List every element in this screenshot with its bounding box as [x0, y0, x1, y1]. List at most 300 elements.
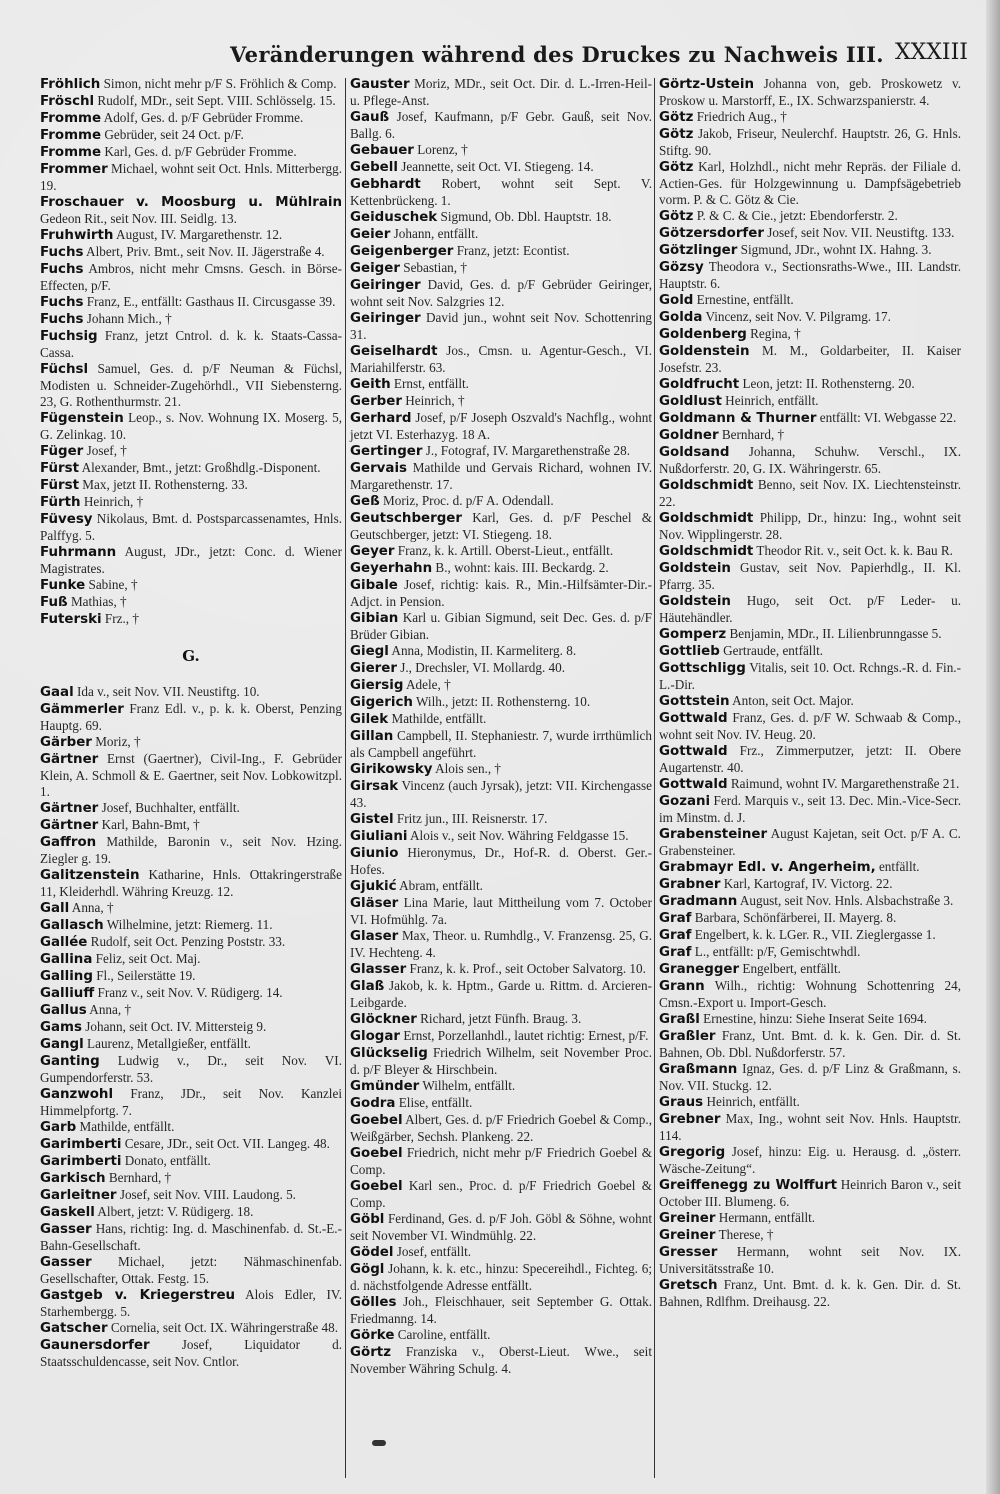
directory-entry — [350, 610, 652, 643]
entry-details: Wilhelm, entfällt. — [422, 1078, 516, 1093]
entry-surname: Gallus — [40, 1003, 87, 1018]
entry-details: Max, Theor. u. Rumhdlg., V. Franzensg. 25, G. IV. Hechteng. 4. — [350, 928, 653, 960]
entry-details: Lina Marie, laut Mittheilung vom 7. October VI. Hofmühlg. 7a. — [350, 895, 653, 927]
directory-entry — [350, 176, 652, 209]
entry-details: Ferdinand, Ges. d. p/F Joh. Göbl & Söhne, wohnt seit November VI. Windmühlg. 22. — [350, 1211, 653, 1243]
entry-details: Samuel, Ges. d. p/F Neuman & Füchsl, Modisten u. Schneider-Zugehörhdl., VII Siebensterng. 23, G. Rothenthurmstr. 21. — [40, 361, 343, 409]
entry-details: Fl., Seilerstätte 19. — [96, 968, 196, 983]
entry-surname: Gasser — [40, 1222, 92, 1237]
directory-entry — [40, 1204, 342, 1221]
directory-entry — [350, 828, 652, 845]
entry-details: Rudolf, seit Oct. Penzing Poststr. 33. — [90, 934, 286, 949]
directory-entry — [350, 761, 652, 778]
entry-surname: Gaunersdorfer — [40, 1338, 150, 1353]
entry-details: Jos., Cmsn. u. Agentur-Gesch., VI. Mariahilferstr. 63. — [350, 343, 652, 375]
entry-details: Josef, hinzu: Eig. u. Herausg. d. „österr. Wäsche-Zeitung“. — [659, 1144, 961, 1176]
entry-surname: Garb — [40, 1120, 77, 1135]
entry-details: August, JDr., jetzt: Conc. d. Wiener Magistrates. — [40, 544, 342, 576]
entry-details: Albert, jetzt: V. Rüdigerg. 18. — [97, 1204, 254, 1219]
entry-details: Theodor Rit. v., seit Oct. k. k. Bau R. — [756, 543, 953, 558]
directory-entry — [350, 393, 652, 410]
entry-surname: Galitzenstein — [40, 868, 140, 883]
directory-entry — [659, 978, 961, 1011]
directory-entry — [350, 1028, 652, 1045]
entry-surname: Giuliani — [350, 829, 408, 844]
entry-details: Elise, entfällt. — [398, 1095, 473, 1110]
entry-surname: Götz — [659, 127, 694, 142]
directory-entry — [659, 1177, 961, 1210]
directory-entry — [350, 1078, 652, 1095]
entry-surname: Geith — [350, 377, 391, 392]
entry-details: Caroline, entfällt. — [397, 1327, 491, 1342]
entry-surname: Froschauer v. Moosburg u. Mühlrain — [40, 195, 342, 210]
entry-details: Sigmund, Ob. Dbl. Hauptstr. 18. — [440, 209, 612, 224]
entry-surname: Frommer — [40, 162, 108, 177]
entry-surname: Fürth — [40, 495, 81, 510]
entry-details: Ferd. Marquis v., seit 13. Dec. Min.-Vice-Secr. im Minstm. d. J. — [659, 793, 961, 825]
entry-details: Benjamin, MDr., II. Lilienbrunngasse 5. — [729, 626, 942, 641]
entry-details: Lorenz, † — [417, 142, 468, 157]
entry-surname: Gasser — [40, 1255, 92, 1270]
entry-details: Ambros, nicht mehr Cmsns. Gesch. in Börse-Effecten, p/F. — [40, 261, 342, 293]
entry-surname: Graf — [659, 928, 692, 943]
entry-surname: Götzlinger — [659, 243, 738, 258]
directory-entry — [659, 1028, 961, 1061]
directory-entry — [40, 144, 342, 161]
entry-surname: Granegger — [659, 962, 740, 977]
entry-details: Karl, Bahn-Bmt, † — [101, 817, 200, 832]
entry-surname: Gottschligg — [659, 661, 746, 676]
entry-details: Anna, † — [89, 1002, 132, 1017]
directory-entry — [659, 292, 961, 309]
entry-surname: Gregorig — [659, 1145, 726, 1160]
entry-details: Friedrich Wilhelm, seit November Proc. d. p/F Bleyer & Hirschbein. — [350, 1045, 652, 1077]
entry-details: Frz., Zimmerputzer, jetzt: II. Obere Augartenstr. 40. — [659, 743, 961, 775]
entry-details: Josef, seit Nov. VII. Neustiftg. 133. — [767, 225, 955, 240]
entry-details: August, IV. Margarethenstr. 12. — [116, 227, 283, 242]
directory-entry — [659, 309, 961, 326]
entry-details: Heinrich, entfällt. — [706, 1094, 800, 1109]
entry-details: Jeannette, seit Oct. VI. Stiegeng. 14. — [401, 159, 594, 174]
entry-details: Engelbert, entfällt. — [742, 961, 841, 976]
directory-entry — [350, 728, 652, 761]
column-2 — [350, 76, 652, 1377]
directory-entry — [40, 261, 342, 294]
entry-surname: Futerski — [40, 612, 102, 627]
directory-entry — [659, 876, 961, 893]
entry-details: Franziska v., Oberst-Lieut. Wwe., seit November Währing Schulg. 4. — [350, 1344, 652, 1376]
entry-surname: Geiger — [350, 261, 400, 276]
entry-surname: Grabmayr Edl. v. Angerheim, — [659, 860, 876, 875]
directory-entry — [659, 1227, 961, 1244]
entry-details: Wilhelmine, jetzt: Riemerg. 11. — [106, 917, 273, 932]
entry-details: Franz v., seit Nov. V. Rüdigerg. 14. — [97, 985, 283, 1000]
directory-entry — [40, 900, 342, 917]
entry-details: Adolf, Ges. d. p/F Gebrüder Fromme. — [103, 110, 304, 125]
directory-entry — [350, 226, 652, 243]
directory-entry — [40, 127, 342, 144]
entry-surname: Geiringer — [350, 278, 421, 293]
entry-details: Mathias, † — [70, 594, 127, 609]
directory-entry — [350, 1112, 652, 1145]
entry-details: Rudolf, MDr., seit Sept. VIII. Schlösselg. 15. — [97, 93, 336, 108]
directory-entry — [40, 968, 342, 985]
entry-details: Ida v., seit Nov. VII. Neustiftg. 10. — [76, 684, 260, 699]
entry-surname: Fromme — [40, 145, 102, 160]
entry-details: Laurenz, Metallgießer, entfällt. — [87, 1036, 251, 1051]
directory-entry — [40, 1119, 342, 1136]
entry-surname: Gauß — [350, 110, 390, 125]
directory-entry — [659, 826, 961, 859]
directory-entry — [659, 126, 961, 159]
entry-details: Bernhard, † — [721, 427, 785, 442]
entry-details: Josef, richtig: kais. R., Min.-Hilfsämter-Dir.-Adjct. in Pension. — [350, 577, 653, 609]
directory-entry — [350, 376, 652, 393]
directory-entry — [350, 1178, 652, 1211]
directory-entry — [40, 594, 342, 611]
directory-entry — [40, 1086, 342, 1119]
directory-entry — [40, 577, 342, 594]
directory-entry — [40, 328, 342, 361]
entry-details: Gebrüder, seit 24 Oct. p/F. — [104, 127, 244, 142]
directory-entry — [350, 510, 652, 543]
entry-surname: Gangl — [40, 1037, 84, 1052]
directory-entry — [659, 743, 961, 776]
entry-details: Hans, richtig: Ing. d. Maschinenfab. d. St.-E.-Bahn-Gesellschaft. — [40, 1221, 342, 1253]
directory-entry — [659, 793, 961, 826]
entry-details: Friedrich, nicht mehr p/F Friedrich Goebel & Comp. — [350, 1145, 653, 1177]
directory-entry — [40, 511, 342, 544]
entry-details: Raimund, wohnt IV. Margarethenstraße 21. — [730, 776, 960, 791]
directory-entry — [40, 477, 342, 494]
entry-details: Leop., s. Nov. Wohnung IX. Moserg. 5, G. Zelinkag. 10. — [40, 410, 343, 442]
entry-surname: Gallée — [40, 935, 88, 950]
directory-entry — [40, 611, 342, 628]
entry-details: Josef, Kaufmann, p/F Gebr. Gauß, seit Nov. Ballg. 6. — [350, 109, 652, 141]
directory-entry — [350, 310, 652, 343]
entry-surname: Gottwald — [659, 711, 728, 726]
entry-surname: Gold — [659, 293, 694, 308]
entry-details: Alois v., seit Nov. Währing Feldgasse 15. — [410, 828, 629, 843]
entry-surname: Gigerich — [350, 695, 413, 710]
entry-details: Mathilde, Baronin v., seit Nov. Hzing. Ziegler g. 19. — [40, 834, 343, 866]
entry-details: Johanna, Schuhw. Verschl., IX. Nußdorferstr. 20, G. IX. Währingerstr. 65. — [659, 444, 961, 476]
entry-surname: Fuß — [40, 595, 68, 610]
entry-surname: Gottlieb — [659, 644, 720, 659]
entry-details: Karl, Kartograf, IV. Victorg. 22. — [723, 876, 893, 891]
directory-entry — [659, 410, 961, 427]
directory-entry — [40, 684, 342, 701]
entry-details: David jun., wohnt seit Nov. Schottenring 31. — [350, 310, 653, 342]
directory-entry — [659, 1144, 961, 1177]
entry-surname: Görtz-Ustein — [659, 77, 754, 92]
directory-entry — [40, 76, 342, 93]
entry-details: Therese, † — [718, 1227, 774, 1242]
entry-details: Theodora v., Sectionsraths-Wwe., III. Landstr. Hauptstr. 6. — [659, 259, 961, 291]
entry-surname: Garimberti — [40, 1137, 122, 1152]
entry-surname: Girikowsky — [350, 762, 433, 777]
entry-details: Ernst, entfällt. — [393, 376, 469, 391]
entry-surname: Funke — [40, 578, 86, 593]
printer-mark — [372, 1440, 386, 1446]
directory-entry — [40, 93, 342, 110]
directory-entry — [40, 1136, 342, 1153]
entry-surname: Geß — [350, 494, 380, 509]
entry-surname: Goldschmidt — [659, 478, 754, 493]
entry-details: Ernst (Gaertner), Civil-Ing., F. Gebrüder Klein, A. Schmoll & E. Gaertner, seit Nov. Lobkowitzpl. 1. — [40, 751, 343, 799]
entry-details: Max, Ing., wohnt seit Nov. Hnls. Hauptstr. 114. — [659, 1111, 961, 1143]
entry-surname: Greiner — [659, 1211, 716, 1226]
directory-entry — [40, 294, 342, 311]
entry-surname: Galliuff — [40, 986, 95, 1001]
directory-entry — [40, 544, 342, 577]
entry-details: Heinrich Baron v., seit October III. Blumeng. 6. — [659, 1177, 961, 1209]
entry-surname: Gebauer — [350, 143, 414, 158]
entry-surname: Godra — [350, 1096, 396, 1111]
entry-details: Josef, p/F Joseph Oszvald's Nachflg., wohnt jetzt VI. Esterhazyg. 18 A. — [350, 410, 652, 442]
directory-entry — [350, 142, 652, 159]
entry-surname: Götz — [659, 110, 694, 125]
directory-entry — [659, 159, 961, 208]
entry-details: Leon, jetzt: II. Rothensterng. 20. — [742, 376, 915, 391]
directory-entry — [659, 343, 961, 376]
directory-entry — [40, 751, 342, 800]
entry-surname: Göbl — [350, 1212, 385, 1227]
entry-details: Donato, entfällt. — [124, 1153, 211, 1168]
entry-surname: Gistel — [350, 812, 394, 827]
directory-entry — [40, 227, 342, 244]
entry-details: Karl sen., Proc. d. p/F Friedrich Goebel & Comp. — [350, 1178, 652, 1210]
entry-surname: Gibian — [350, 611, 399, 626]
entry-details: Sebastian, † — [403, 260, 467, 275]
entry-surname: Gervais — [350, 461, 408, 476]
directory-entry — [659, 626, 961, 643]
entry-surname: Gärber — [40, 735, 92, 750]
directory-entry — [350, 961, 652, 978]
entry-details: Mathilde und Gervais Richard, wohnen IV. Margarethenstr. 17. — [350, 460, 652, 492]
entry-details: Vincenz, seit Nov. V. Pilgramg. 17. — [705, 309, 891, 324]
entry-details: Engelbert, k. k. LGer. R., VII. Zieglergasse 1. — [694, 927, 936, 942]
directory-entry — [659, 643, 961, 660]
entry-surname: Goldstein — [659, 561, 731, 576]
entry-surname: Gärtner — [40, 801, 99, 816]
directory-entry — [659, 593, 961, 626]
entry-surname: Gauster — [350, 77, 410, 92]
entry-surname: Götz — [659, 160, 694, 175]
entry-surname: Gallina — [40, 952, 93, 967]
column-3 — [659, 76, 961, 1310]
directory-entry — [659, 1277, 961, 1310]
entry-details: Karl u. Gibian Sigmund, seit Dec. Ges. d. p/F Brüder Gibian. — [350, 610, 653, 642]
entry-surname: Girsak — [350, 779, 399, 794]
entry-details: Moriz, Proc. d. p/F A. Odendall. — [383, 493, 554, 508]
entry-surname: Gretsch — [659, 1278, 718, 1293]
directory-entry — [350, 1211, 652, 1244]
entry-surname: Fuchs — [40, 295, 84, 310]
entry-surname: Fuchs — [40, 245, 84, 260]
entry-details: Franz, JDr., seit Nov. Kanzlei Himmelpfortg. 7. — [40, 1086, 342, 1118]
entry-surname: Goldstein — [659, 594, 731, 609]
directory-entry — [40, 1254, 342, 1287]
entry-details: Katharine, Hnls. Ottakringerstraße 11, Kleiderhdl. Währing Kreuzg. 12. — [40, 867, 342, 899]
directory-entry — [40, 161, 342, 194]
entry-details: Gedeon Rit., seit Nov. III. Seidlg. 13. — [40, 211, 237, 226]
entry-details: Campbell, II. Stephaniestr. 7, wurde irrthümlich als Campbell angeführt. — [350, 728, 653, 760]
directory-entry — [40, 110, 342, 127]
directory-entry — [659, 393, 961, 410]
entry-details: Johanna von, geb. Proskowetz v. Proskow u. Marstorff, E., IX. Schwarzspanierstr. 4. — [659, 76, 961, 108]
entry-details: Sigmund, JDr., wohnt IX. Hahng. 3. — [740, 242, 932, 257]
directory-entry — [40, 1221, 342, 1254]
entry-details: Alois sen., † — [435, 761, 502, 776]
entry-surname: Fröhlich — [40, 77, 101, 92]
directory-entry — [350, 410, 652, 443]
entry-details: B., wohnt: kais. III. Beckardg. 2. — [435, 560, 609, 575]
entry-details: Gertraude, entfällt. — [723, 643, 824, 658]
directory-entry — [350, 643, 652, 660]
directory-entry — [659, 109, 961, 126]
entry-surname: Glogar — [350, 1029, 401, 1044]
entry-surname: Gämmerler — [40, 702, 124, 717]
entry-details: Robert, wohnt seit Sept. V. Kettenbrückeng. 1. — [350, 176, 653, 208]
entry-surname: Galling — [40, 969, 93, 984]
directory-entry — [40, 1036, 342, 1053]
entry-surname: Geigenberger — [350, 244, 454, 259]
entry-surname: Gottwald — [659, 777, 728, 792]
entry-surname: Grabner — [659, 877, 721, 892]
entry-details: Mathilde, entfällt. — [79, 1119, 175, 1134]
directory-entry — [40, 800, 342, 817]
entry-details: Karl, Ges. d. p/F Peschel & Geutschberger, jetzt: VI. Stiegeng. 18. — [350, 510, 653, 542]
entry-surname: Gastgeb v. Kriegerstreu — [40, 1288, 236, 1303]
entry-surname: Geiduschek — [350, 210, 438, 225]
directory-entry — [659, 1244, 961, 1277]
entry-surname: Gottstein — [659, 694, 730, 709]
entry-surname: Goldenberg — [659, 327, 747, 342]
entry-details: Regina, † — [750, 326, 801, 341]
directory-entry — [350, 694, 652, 711]
directory-entry — [40, 361, 342, 410]
entry-surname: Füchsl — [40, 362, 89, 377]
entry-surname: Gerber — [350, 394, 402, 409]
entry-details: J., Drechsler, VI. Mollardg. 40. — [400, 660, 566, 675]
directory-entry — [40, 1053, 342, 1086]
directory-entry — [350, 928, 652, 961]
directory-entry — [350, 895, 652, 928]
directory-entry — [659, 944, 961, 961]
entry-details: P. & C. & Cie., jetzt: Ebendorferstr. 2. — [696, 208, 898, 223]
entry-surname: Gmünder — [350, 1079, 420, 1094]
entry-details: Wilh., jetzt: II. Rothensterng. 10. — [415, 694, 591, 709]
entry-surname: Gibale — [350, 578, 398, 593]
entry-details: Jakob, k. k. Hptm., Garde u. Rittm. d. Arcieren-Leibgarde. — [350, 978, 652, 1010]
entry-surname: Gaskell — [40, 1205, 95, 1220]
entry-details: Hermann, entfällt. — [718, 1210, 816, 1225]
directory-entry — [659, 242, 961, 259]
entry-surname: Gerhard — [350, 411, 412, 426]
entry-surname: Giunio — [350, 846, 399, 861]
entry-details: Albert, Ges. d. p/F Friedrich Goebel & Comp., Weißgärber, Sechsh. Plankeng. 22. — [350, 1112, 652, 1144]
directory-entry — [350, 460, 652, 493]
entry-surname: Glaß — [350, 979, 385, 994]
directory-entry — [350, 277, 652, 310]
entry-details: Nikolaus, Bmt. d. Postsparcassenamtes, Hnls. Palffyg. 5. — [40, 511, 343, 543]
entry-details: Sabine, † — [88, 577, 138, 592]
directory-entry — [350, 1095, 652, 1112]
entry-surname: Goldenstein — [659, 344, 750, 359]
directory-entry — [350, 1244, 652, 1261]
entry-surname: Goebel — [350, 1146, 403, 1161]
entry-details: Gustav, seit Nov. Papierhdlg., II. Kl. Pfarrg. 35. — [659, 560, 962, 592]
entry-details: Moriz, MDr., seit Oct. Dir. d. L.-Irren-Heil- u. Pflege-Anst. — [350, 76, 652, 108]
directory-entry — [350, 845, 652, 878]
entry-surname: Gilek — [350, 712, 389, 727]
entry-surname: Fügenstein — [40, 411, 124, 426]
entry-details: Albert, Priv. Bmt., seit Nov. II. Jägerstraße 4. — [86, 244, 325, 259]
directory-entry — [350, 243, 652, 260]
directory-entry — [350, 159, 652, 176]
entry-surname: Gillan — [350, 729, 394, 744]
directory-entry — [350, 677, 652, 694]
directory-entry — [40, 817, 342, 834]
entry-details: Johann, entfällt. — [393, 226, 479, 241]
directory-entry — [350, 1261, 652, 1294]
entry-details: Josef, seit Nov. VIII. Laudong. 5. — [119, 1187, 296, 1202]
entry-surname: Graßl — [659, 1012, 700, 1027]
entry-details: Anna, Modistin, II. Karmeliterg. 8. — [391, 643, 577, 658]
entry-surname: Graßmann — [659, 1062, 738, 1077]
entry-surname: Gozani — [659, 794, 711, 809]
entry-details: Michael, jetzt: Nähmaschinenfab. Gesellschafter, Ottak. Festg. 15. — [40, 1254, 342, 1286]
entry-details: entfällt: VI. Webgasse 22. — [819, 410, 957, 425]
directory-entry — [350, 878, 652, 895]
entry-surname: Ganzwohl — [40, 1087, 114, 1102]
directory-entry — [40, 443, 342, 460]
directory-entry — [350, 260, 652, 277]
directory-entry — [350, 660, 652, 677]
entry-details: Josef, † — [86, 443, 127, 458]
entry-details: August, seit Nov. Hnls. Alsbachstraße 3. — [739, 893, 954, 908]
directory-entry — [659, 660, 961, 693]
directory-entry — [659, 444, 961, 477]
entry-surname: Geiselhardt — [350, 344, 438, 359]
entry-surname: Giersig — [350, 678, 404, 693]
entry-surname: Gierer — [350, 661, 397, 676]
directory-entry — [350, 1045, 652, 1078]
directory-entry — [40, 867, 342, 900]
entry-surname: Fruhwirth — [40, 228, 114, 243]
column-1 — [40, 76, 342, 1370]
entry-details: Hermann, wohnt seit Nov. IX. Universitätsstraße 10. — [659, 1244, 962, 1276]
entry-surname: Greiffenegg zu Wolffurt — [659, 1178, 837, 1193]
entry-surname: Gaffron — [40, 835, 97, 850]
entry-details: Wilh., richtig: Wohnung Schottenring 24, Cmsn.-Export u. Import-Gesch. — [659, 978, 961, 1010]
entry-details: Ernst, Porzellanhdl., lautet richtig: Ernest, p/F. — [403, 1028, 649, 1043]
directory-entry — [350, 811, 652, 828]
entry-details: Josef, Liquidator d. Staatsschuldencasse, seit Nov. Cntlor. — [40, 1337, 342, 1369]
entry-details: Franz, E., entfällt: Gasthaus II. Circusgasse 39. — [86, 294, 336, 309]
directory-entry — [659, 76, 961, 109]
directory-entry — [659, 1094, 961, 1111]
entry-surname: Glöckner — [350, 1012, 417, 1027]
directory-entry — [350, 978, 652, 1011]
directory-entry — [40, 194, 342, 227]
entry-details: Vitalis, seit 10. Oct. Rchngs.-R. d. Fin.-L.-Dir. — [659, 660, 961, 692]
entry-surname: Graf — [659, 945, 692, 960]
entry-surname: Graus — [659, 1095, 704, 1110]
directory-entry — [40, 985, 342, 1002]
directory-entry — [40, 460, 342, 477]
